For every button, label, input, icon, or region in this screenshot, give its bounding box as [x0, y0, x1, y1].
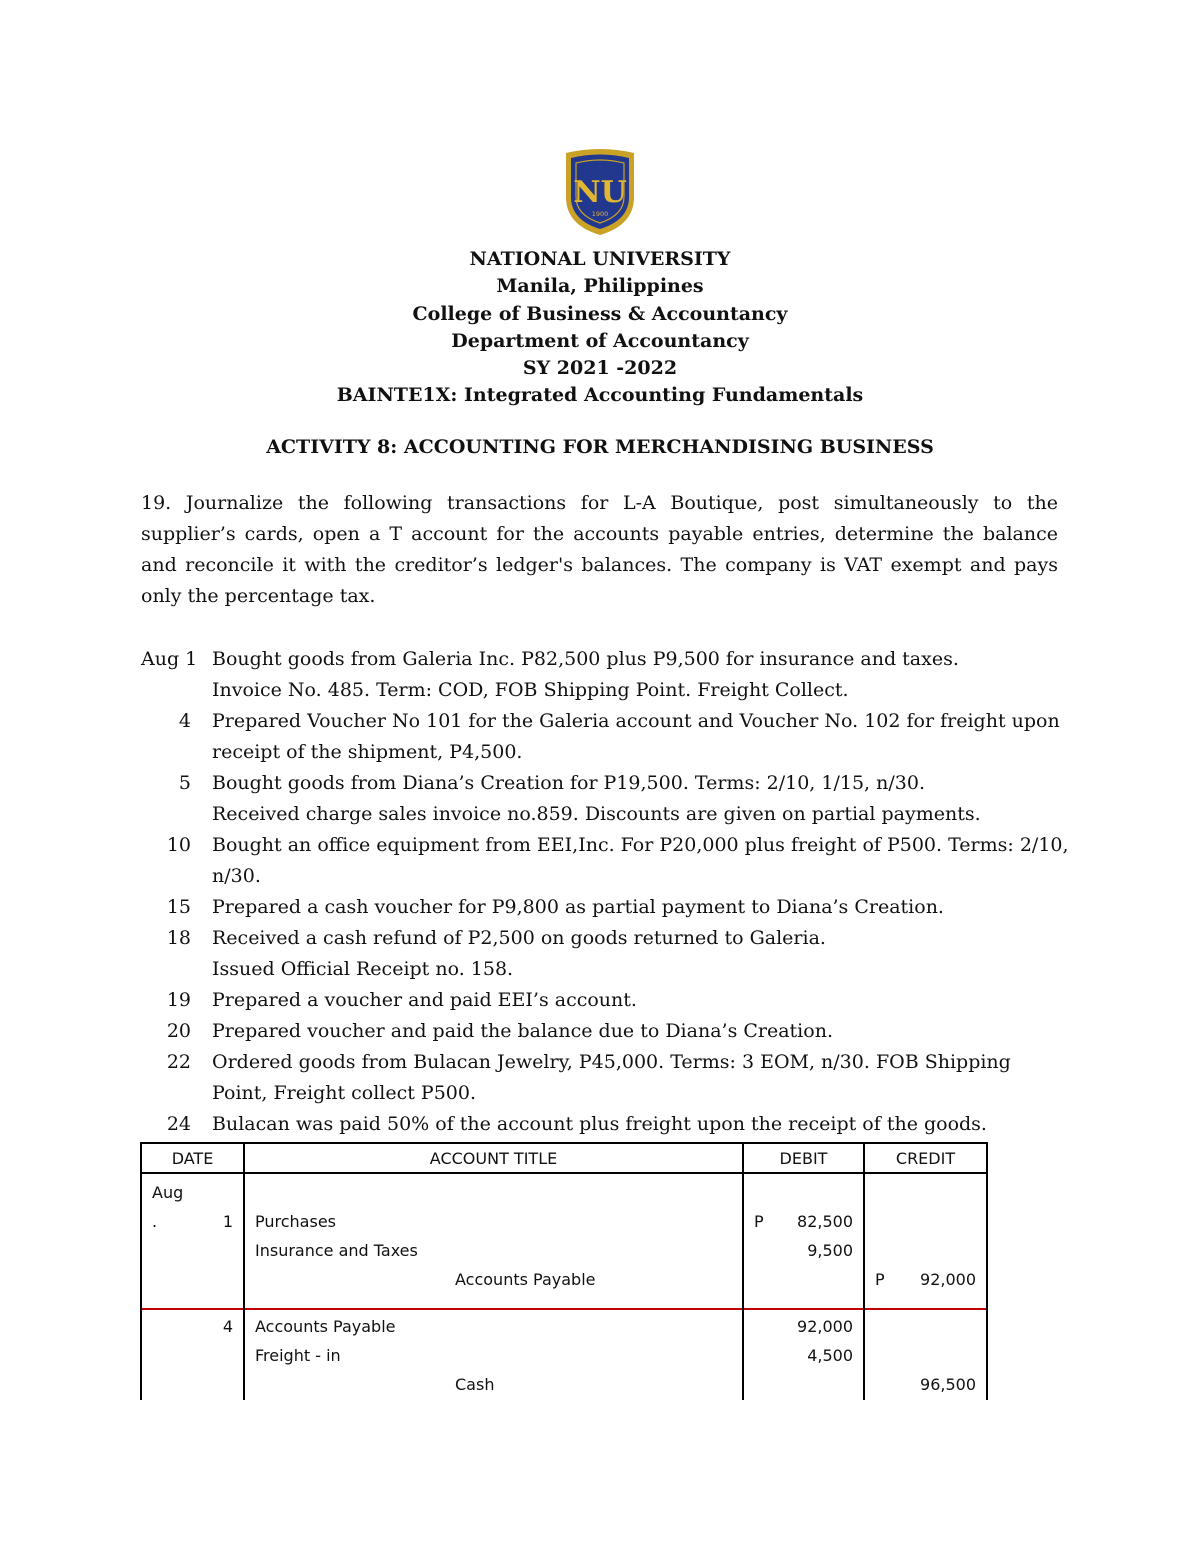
university-logo — [560, 147, 640, 237]
entry-account-cell — [244, 1173, 743, 1309]
transaction-line — [141, 830, 1081, 861]
credit-amount: 96,500 — [920, 1375, 976, 1394]
transaction-day — [141, 954, 191, 985]
entry-month: Aug — [152, 1183, 184, 1202]
peso-sign: P — [754, 1212, 764, 1231]
header-credit: CREDIT — [864, 1143, 987, 1173]
transaction-line — [141, 1016, 1081, 1047]
transaction-day: 24 — [166, 1113, 191, 1135]
transaction-line — [141, 644, 1081, 675]
entry-month-dot: . — [152, 1212, 158, 1231]
debit-account: Purchases — [255, 1212, 336, 1231]
header-account-title: ACCOUNT TITLE — [244, 1143, 743, 1173]
debit-amount: 92,000 — [797, 1317, 853, 1336]
transaction-day: 5 — [178, 772, 191, 794]
transaction-line — [141, 985, 1081, 1016]
logo-letters: NU — [573, 175, 627, 210]
transaction-day: 22 — [166, 1051, 191, 1073]
header-debit: DEBIT — [743, 1143, 864, 1173]
entry-day: 4 — [222, 1317, 233, 1336]
transaction-line — [141, 706, 1081, 737]
transaction-line — [141, 892, 1081, 923]
transaction-text: Prepared Voucher No 101 for the Galeria account and Voucher No. 102 for freight upon — [212, 710, 1060, 732]
transaction-text: Prepared a cash voucher for P9,800 as partial payment to Diana’s Creation. — [212, 896, 944, 918]
transaction-line — [141, 923, 1081, 954]
transaction-text: Bought an office equipment from EEI,Inc. For P20,000 plus freight of P500. Terms: 2/10, — [212, 834, 1069, 856]
transaction-text: receipt of the shipment, P4,500. — [212, 741, 523, 763]
school-year: SY 2021 -2022 — [522, 357, 678, 380]
journal-table — [140, 1142, 988, 1400]
transaction-text: Prepared voucher and paid the balance due to Diana’s Creation. — [212, 1020, 833, 1042]
logo-year: 1900 — [591, 210, 609, 218]
transaction-day: 18 — [166, 927, 191, 949]
transaction-text: Bought goods from Diana’s Creation for P19,500. Terms: 2/10, 1/15, n/30. — [212, 772, 925, 794]
credit-account: Accounts Payable — [455, 1270, 596, 1289]
transaction-line — [141, 1078, 1081, 1109]
transaction-text: Issued Official Receipt no. 158. — [212, 958, 514, 980]
entry-day: 1 — [222, 1212, 233, 1231]
course-title: BAINTE1X: Integrated Accounting Fundamentals — [336, 384, 864, 407]
transaction-text: Received a cash refund of P2,500 on goods returned to Galeria. — [212, 927, 826, 949]
entry-debit-cell — [743, 1173, 864, 1309]
journal-entry — [141, 1173, 987, 1309]
activity-title: ACTIVITY 8: ACCOUNTING FOR MERCHANDISING BUSINESS — [266, 436, 934, 458]
transaction-day: 10 — [166, 834, 191, 856]
transaction-line — [141, 799, 1081, 830]
transaction-line — [141, 675, 1081, 706]
entry-date-cell — [141, 1173, 244, 1309]
college-name: College of Business & Accountancy — [412, 302, 788, 325]
entry-credit-cell — [864, 1173, 987, 1309]
transaction-line — [141, 737, 1081, 768]
entry-date-cell — [141, 1309, 244, 1400]
transaction-line — [141, 1047, 1081, 1078]
peso-sign: P — [875, 1270, 885, 1289]
debit-account: Freight - in — [255, 1346, 341, 1365]
document-header — [0, 246, 1200, 410]
university-location: Manila, Philippines — [496, 275, 704, 298]
transaction-text: Invoice No. 485. Term: COD, FOB Shipping Point. Freight Collect. — [212, 679, 849, 701]
transaction-text: n/30. — [212, 865, 261, 887]
department-name: Department of Accountancy — [451, 329, 749, 352]
header-date: DATE — [141, 1143, 244, 1173]
transaction-text: Received charge sales invoice no.859. Discounts are given on partial payments. — [212, 803, 981, 825]
journal-header-row — [141, 1143, 987, 1173]
university-name: NATIONAL UNIVERSITY — [469, 248, 731, 270]
credit-account: Cash — [455, 1375, 495, 1394]
transaction-text: Prepared a voucher and paid EEI’s account. — [212, 989, 637, 1011]
debit-amount: 9,500 — [807, 1241, 853, 1260]
transaction-line — [141, 768, 1081, 799]
transaction-day: 20 — [166, 1020, 191, 1042]
transaction-line — [141, 1109, 1081, 1140]
transaction-line — [141, 954, 1081, 985]
journal-entry — [141, 1309, 987, 1400]
debit-account: Insurance and Taxes — [255, 1241, 418, 1260]
transaction-day — [141, 799, 191, 830]
instructions-paragraph: 19. Journalize the following transactions for L-A Boutique, post simultaneously to the supplier’s cards, open a T account for the accounts payable entries, determine the balance and reconcile it with the creditor’s ledger's balances. The company is VAT exempt and pays only the percentage tax. — [141, 492, 1058, 607]
transaction-day: 4 — [178, 710, 191, 732]
entry-credit-cell — [864, 1309, 987, 1400]
transaction-text: Point, Freight collect P500. — [212, 1082, 477, 1104]
debit-amount: 4,500 — [807, 1346, 853, 1365]
entry-account-cell — [244, 1309, 743, 1400]
transaction-day — [141, 675, 191, 706]
debit-account: Accounts Payable — [255, 1317, 396, 1336]
debit-amount: 82,500 — [797, 1212, 853, 1231]
transaction-text: Bought goods from Galeria Inc. P82,500 plus P9,500 for insurance and taxes. — [212, 648, 959, 670]
transaction-day — [141, 861, 191, 892]
credit-amount: 92,000 — [920, 1270, 976, 1289]
entry-debit-cell — [743, 1309, 864, 1400]
transaction-day — [141, 1078, 191, 1109]
transaction-text: Bulacan was paid 50% of the account plus freight upon the receipt of the goods. — [212, 1113, 987, 1135]
transaction-line — [141, 861, 1081, 892]
transaction-list — [141, 644, 1081, 1140]
transaction-day: Aug 1 — [141, 648, 198, 670]
transaction-day: 15 — [166, 896, 191, 918]
transaction-day: 19 — [166, 989, 191, 1011]
transaction-text: Ordered goods from Bulacan Jewelry, P45,000. Terms: 3 EOM, n/30. FOB Shipping — [212, 1051, 1011, 1073]
transaction-day — [141, 737, 191, 768]
